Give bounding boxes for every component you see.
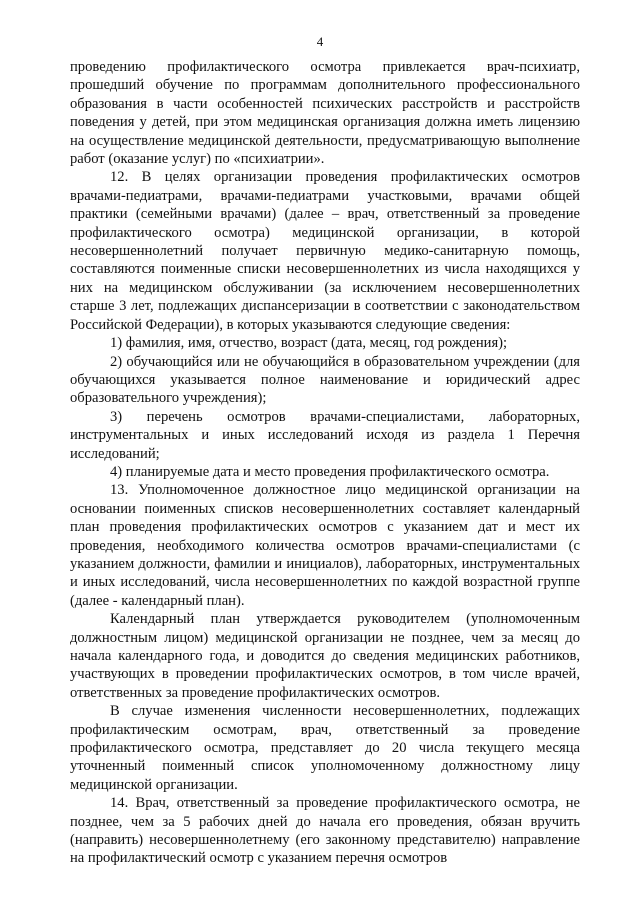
document-body [70,58,580,868]
paragraph: проведению профилактического осмотра привлекается врач-психиатр, прошедший обучение по программам дополнительного профессионального образования в части особенностей психических расстройств и расстройств поведения у детей, при этом медицинская организация должна иметь лицензию на осуществление медицинской деятельности, предусматривающую выполнение работ (оказание услуг) по «психиатрии». [70,59,580,168]
list-item: 1) фамилия, имя, отчество, возраст (дата, месяц, год рождения); [110,335,508,352]
paragraph: В случае изменения численности несовершеннолетних, подлежащих профилактическим осмотрам, врач, ответственный за проведение профилактического осмотра, представляет до 20 числа текущего месяца уточненный поименный список уполномоченному должностному лицу медицинской организации. [70,703,580,793]
list-item: 3) перечень осмотров врачами-специалистами, лабораторных, инструментальных и иных исследований исходя из раздела 1 Перечня исследований; [70,408,580,462]
paragraph: 14. Врач, ответственный за проведение профилактического осмотра, не позднее, чем за 5 рабочих дней до начала его проведения, обязан вручить (направить) несовершеннолетнему (его законному представителю) направление на профилактический осмотр с указанием перечня осмотров [70,795,580,867]
paragraph: Календарный план утверждается руководителем (уполномоченным должностным лицом) медицинской организации не позднее, чем за месяц до начала календарного года, и доводится до сведения медицинских работников, участвующих в проведении профилактических осмотров, в том числе врачей, ответственных за проведение профилактических осмотров. [70,611,580,701]
page-number: 4 [316,34,324,49]
list-item: 4) планируемые дата и место проведения профилактического осмотра. [110,463,550,480]
list-item: 2) обучающийся или не обучающийся в образовательном учреждении (для обучающихся указывается полное наименование и юридический адрес образовательного учреждения); [70,353,580,407]
paragraph: 13. Уполномоченное должностное лицо медицинской организации на основании поименных списков несовершеннолетних составляет календарный план проведения профилактических осмотров с указанием дат и мест их проведения, необходимого количества осмотров врачами-специалистами (с указанием должности, фамилии и инициалов), лабораторных, инструментальных и иных исследований, числа несовершеннолетних по каждой возрастной группе (далее - календарный план). [70,482,580,609]
paragraph: 12. В целях организации проведения профилактических осмотров врачами-педиатрами, врачами-педиатрами участковыми, врачами общей практики (семейными врачами) (далее – врач, ответственный за проведение профилактического осмотра) медицинской организации, в которой несовершеннолетний получает первичную медико-санитарную помощь, составляются поименные списки несовершеннолетних из числа находящихся у них на медицинском обслуживании (за исключением несовершеннолетних старше 3 лет, подлежащих диспансеризации в соответствии с законодательством Российской Федерации), в которых указываются следующие сведения: [70,169,580,333]
